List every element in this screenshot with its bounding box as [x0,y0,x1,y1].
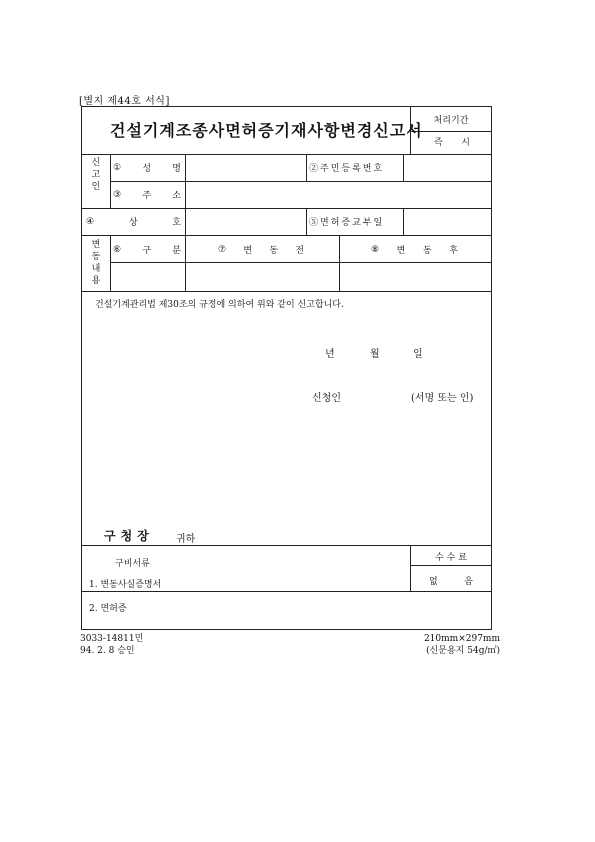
applicant-group-label [89,157,103,193]
change-after-header [371,243,458,256]
applicant-name-field[interactable] [350,385,405,401]
name-label-b: 명 [172,164,181,174]
rule-rrn-left [306,154,307,181]
recipient-suffix: 귀하 [176,534,196,545]
kind-a: 구 [142,246,152,256]
rrn-label: ②주민등록번호 [309,164,385,174]
license-issue-date-label: ⑤면허증교부일 [309,218,385,228]
after-num: ⑧ [371,244,380,255]
change-kind-header [113,243,181,256]
rule-fee [410,565,492,566]
kind-b: 분 [172,246,181,256]
fee-label: 수 수 료 [435,553,467,563]
applicant-label: 신청인 [312,393,341,404]
required-doc-1: 1. 변동사실증명서 [89,580,162,590]
name-field[interactable] [186,155,305,180]
kind-num: ⑥ [113,244,122,255]
required-doc-2: 2. 면허증 [89,604,127,614]
rule-fee-bottom [81,591,492,592]
rule-license-left [306,208,307,235]
before-b: 동 [269,246,279,256]
before-num: ⑦ [218,244,227,255]
signature-placeholder: (서명 또는 인) [411,393,474,404]
fee-value-b: 음 [464,577,473,587]
date-year: 년 [325,349,335,360]
change-after-field[interactable] [340,263,491,290]
change-group-label [89,239,103,287]
trade-label-a: 상 [128,218,138,228]
paper-size: 210mm×297mm [423,634,500,644]
processing-value [434,135,470,148]
change-char-4: 용 [91,276,101,286]
recipient-office: 구청장 [104,529,154,543]
date-month: 월 [370,349,380,360]
rule-trade-bottom [81,235,492,236]
change-before-header [218,243,304,256]
footer-left [80,633,143,657]
date-day: 일 [413,349,423,360]
name-label-a: 성 [142,164,152,174]
address-field[interactable] [186,182,491,207]
change-kind-field[interactable] [111,263,184,290]
approval-date: 94. 2. 8 승인 [80,646,135,656]
after-a: 변 [396,246,406,256]
trade-label-num: ④ [86,216,95,227]
required-docs-label: 구비서류 [115,559,150,569]
form-number: [별지 제44호 서식] [79,96,170,107]
name-label-num: ① [113,162,122,173]
change-before-field[interactable] [186,263,338,290]
before-a: 변 [243,246,253,256]
address-label [113,188,181,201]
change-char-2: 동 [91,252,101,262]
fee-value-a: 없 [429,577,438,587]
footer-right [412,633,500,657]
processing-label: 처리기간 [433,116,469,126]
address-label-a: 주 [142,191,152,201]
change-char-3: 내 [91,264,101,274]
form-title: 건설기계조종사면허증기재사항변경신고서 [110,121,423,140]
name-label [113,161,181,174]
license-issue-date-field[interactable] [404,209,491,234]
fee-value [429,574,473,587]
applicant-char-1: 신 [91,158,101,168]
declaration-statement: 건설기계관리법 제30조의 규정에 의하여 위와 같이 신고합니다. [95,300,344,310]
rule-change-bottom [81,291,492,292]
processing-value-a: 즉 [434,138,443,148]
applicant-char-2: 고 [91,170,101,180]
after-c: 후 [449,246,458,256]
address-label-b: 소 [172,191,181,201]
address-label-num: ③ [113,189,122,200]
trade-name-label [86,215,181,228]
trade-name-field[interactable] [186,209,305,234]
applicant-char-3: 인 [91,182,101,192]
before-c: 전 [295,246,304,256]
change-char-1: 변 [91,240,101,250]
after-b: 동 [422,246,432,256]
rrn-field[interactable] [404,155,491,180]
trade-label-b: 호 [172,218,181,228]
processing-value-b: 시 [461,138,470,148]
form-code: 3033-14811민 [80,634,144,644]
rule-applicant-left [110,154,111,208]
rule-body-bottom [81,545,492,546]
paper-type: (신문용지 54g/㎡) [426,646,500,656]
